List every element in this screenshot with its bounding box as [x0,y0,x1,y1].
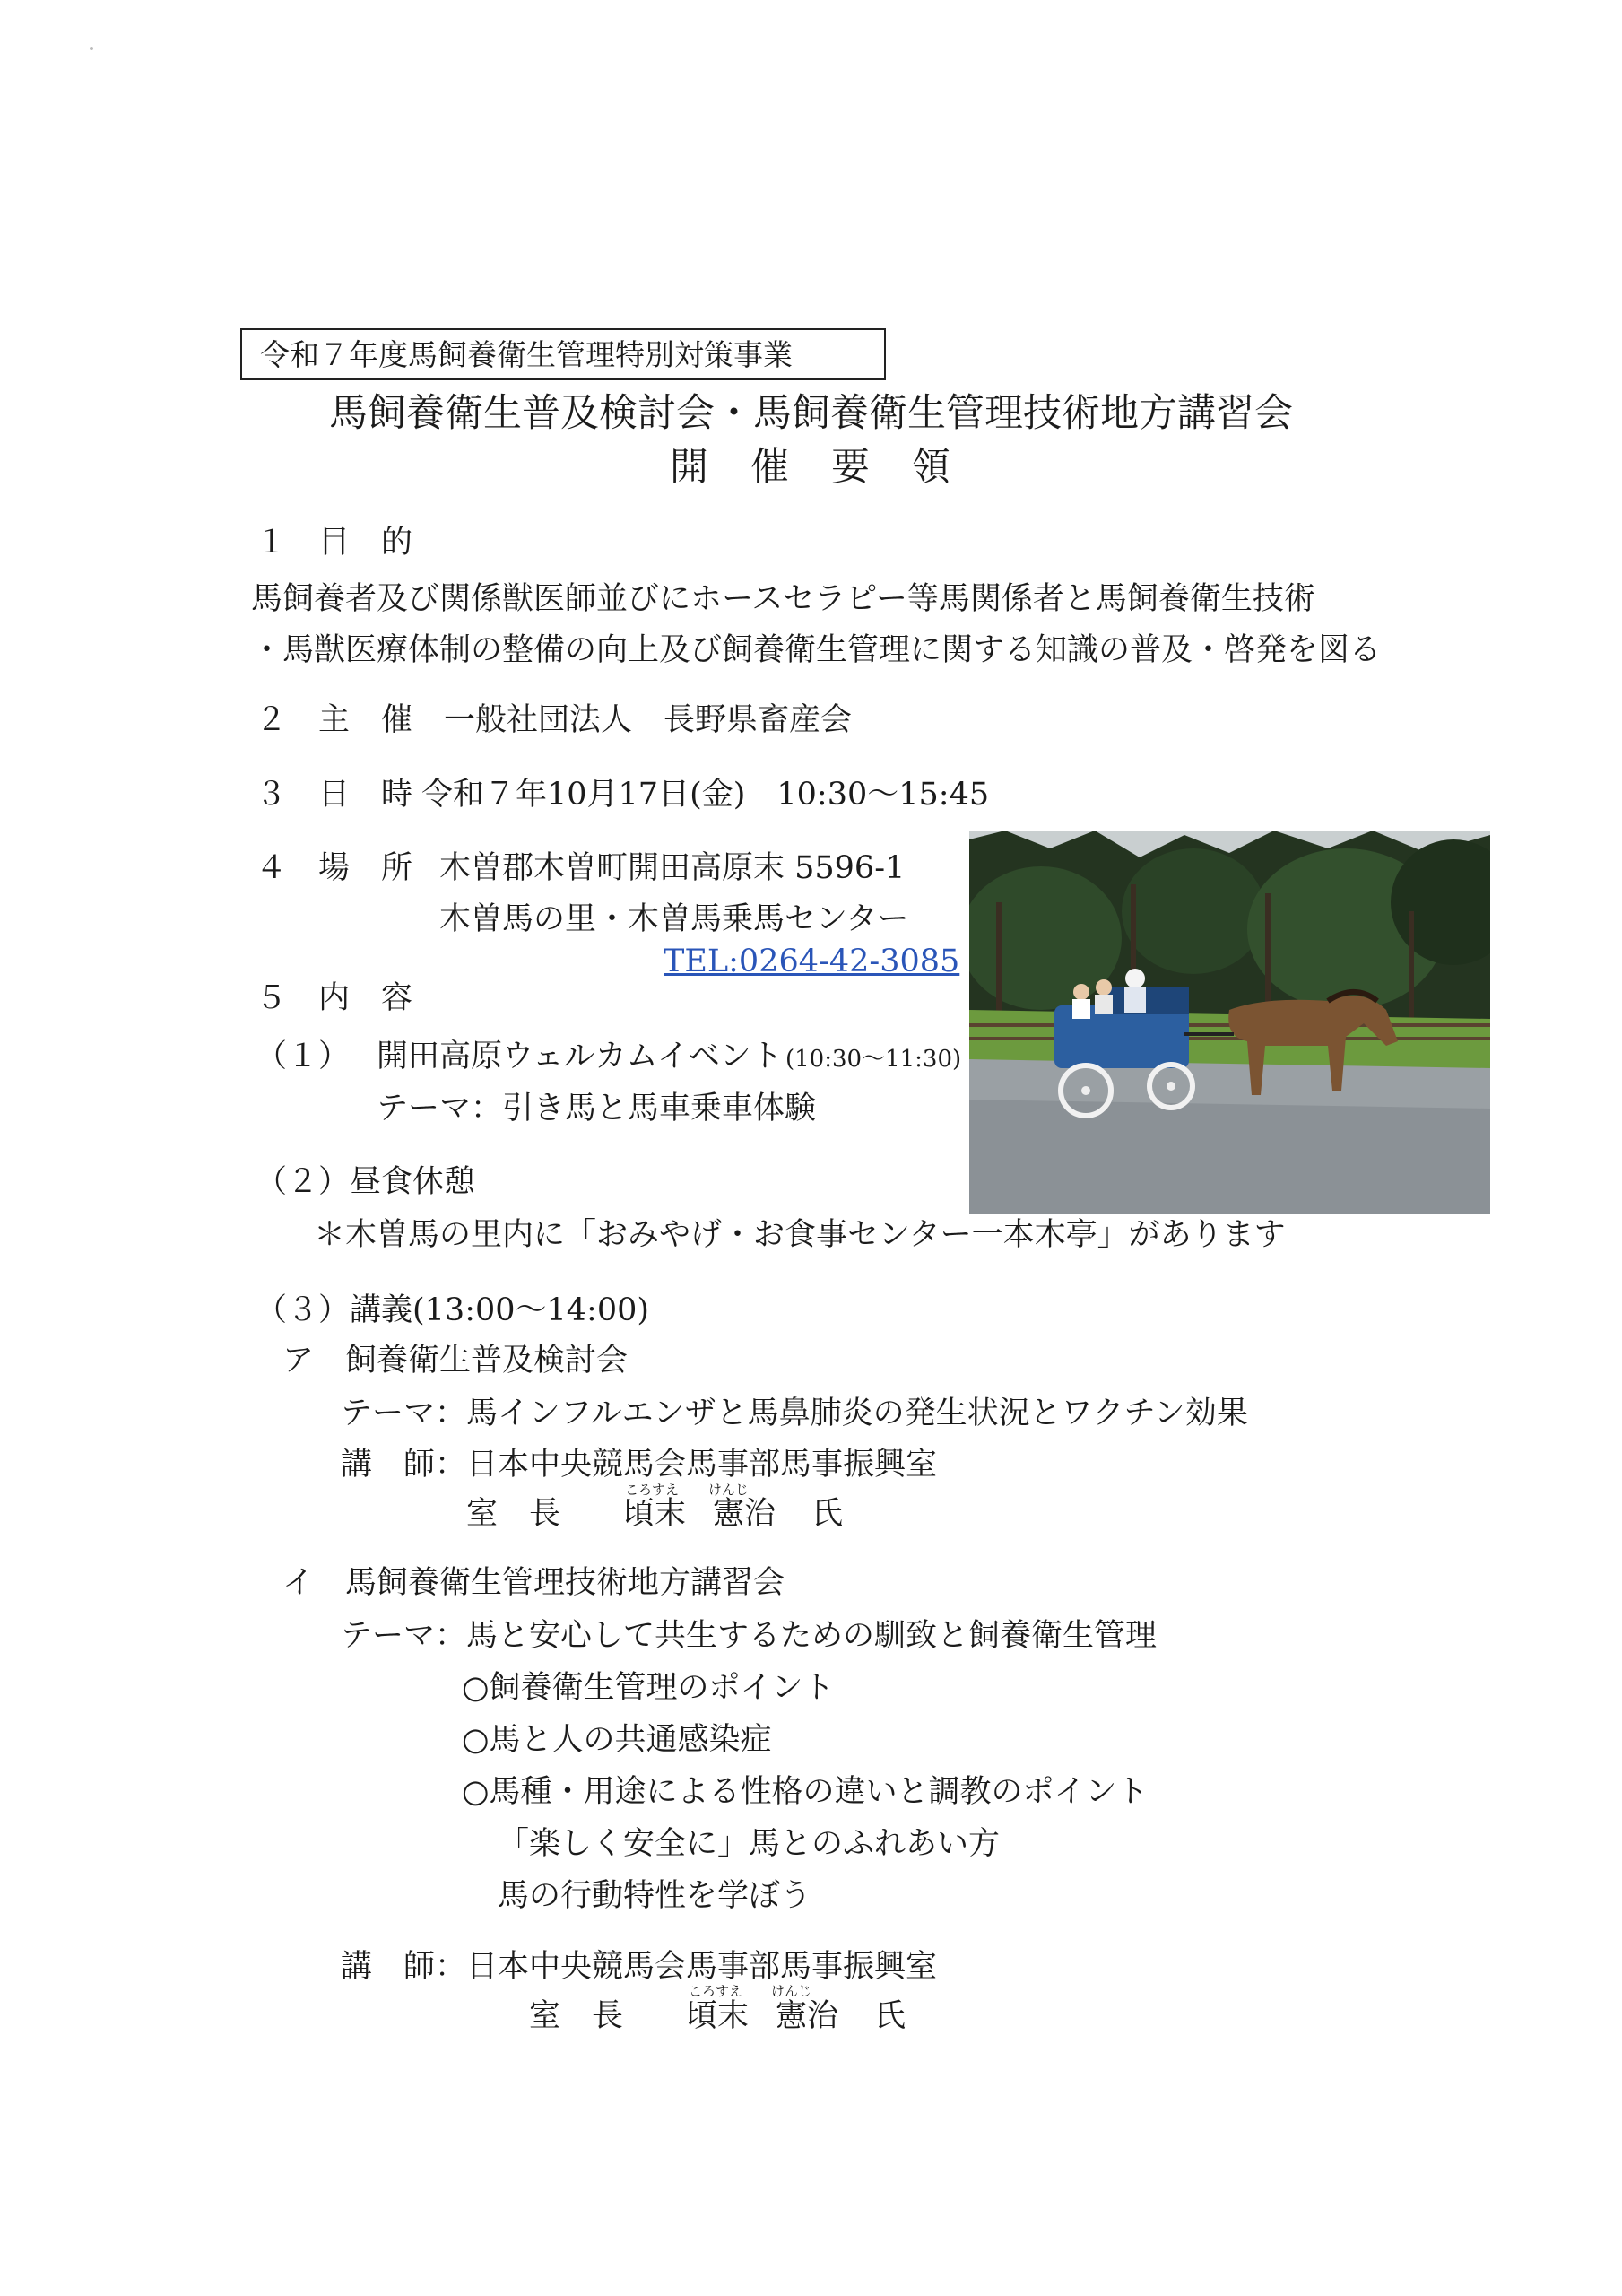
lecture-i-title: イ 馬飼養衛生管理技術地方講習会 [282,1565,785,1601]
lecture-a-given-name: 憲治 [713,1496,776,1532]
part3-title: （３）講義(13:00～14:00) [256,1292,650,1328]
section3-label: ３ 日 時 [256,777,413,813]
horse-carriage-illustration [969,831,1490,1214]
page-title: 馬飼養衛生普及検討会・馬飼養衛生管理技術地方講習会 [329,391,1293,436]
part1-time: (10:30～11:30) [785,1046,962,1073]
lecture-a-ruby-given: けんじ [708,1482,750,1498]
lecture-a-lecturer: 講 師：日本中央競馬会馬事部馬事振興室 [341,1447,938,1483]
horse-carriage-photo [969,831,1490,1214]
part1-theme: テーマ：引き馬と馬車乗車体験 [377,1091,817,1126]
section1-line1: 馬飼養者及び関係獣医師並びにホースセラピー等馬関係者と馬飼養衛生技術 [251,581,1315,617]
section4-label: ４ 場 所 [256,850,413,886]
lecture-a-honorific: 氏 [811,1496,844,1532]
lecture-a-theme: テーマ：馬インフルエンザと馬鼻肺炎の発生状況とワクチン効果 [341,1396,1248,1431]
lecture-i-lecturer: 講 師：日本中央競馬会馬事部馬事振興室 [341,1949,938,1985]
part2-title: （２）昼食休憩 [256,1164,476,1200]
page-subtitle: 開 催 要 領 [670,445,952,490]
header-box-text: 令和７年度馬飼養衛生管理特別対策事業 [260,337,793,372]
lecture-i-item1: ○飼養衛生管理のポイント [462,1670,835,1706]
lecture-i-surname: 頃末 [686,1998,750,2034]
lecture-i-ruby-surname: ころすえ [689,1983,743,1999]
lecture-i-item3-sub2: 馬の行動特性を学ぼう [498,1878,812,1914]
venue-name: 木曽馬の里・木曽馬乗馬センター [439,901,909,937]
lecture-i-theme: テーマ：馬と安心して共生するための馴致と飼養衛生管理 [341,1618,1158,1654]
section1-heading: １ 目 的 [256,525,413,561]
header-box [240,328,886,380]
part2-note: ＊木曽馬の里内に「おみやげ・お食事センター一本木亭」があります [314,1217,1286,1253]
lecture-i-item3-sub1: 「楽しく安全に」馬とのふれあい方 [498,1826,1001,1862]
lecture-a-title: ア 飼養衛生普及検討会 [282,1343,629,1378]
section5-heading: ５ 内 容 [256,980,413,1016]
lecture-i-item2: ○馬と人の共通感染症 [462,1722,772,1758]
lecture-i-position: 室 長 [529,1998,624,2034]
lecture-a-surname: 頃末 [623,1496,687,1532]
section3-datetime: 令和７年10月17日(金) 10:30～15:45 [421,777,990,813]
lecture-i-item3: ○馬種・用途による性格の違いと調教のポイント [462,1774,1149,1810]
lecture-a-position: 室 長 [466,1496,561,1532]
section2-organizer: ２ 主 催 一般社団法人 長野県畜産会 [256,702,853,738]
venue-address: 木曽郡木曽町開田高原末 5596-1 [439,850,906,886]
venue-tel-link[interactable]: TEL:0264-42-3085 [664,944,960,979]
part1-title: 開田高原ウェルカムイベント [377,1039,783,1074]
part1-number: （１） [256,1039,351,1074]
lecture-a-ruby-surname: ころすえ [625,1482,680,1498]
scan-speck [90,47,93,50]
lecture-i-ruby-given: けんじ [771,1983,812,1999]
section1-line2: ・馬獣医療体制の整備の向上及び飼養衛生管理に関する知識の普及・啓発を図る [251,632,1382,668]
lecture-i-honorific: 氏 [874,1998,906,2034]
lecture-i-given-name: 憲治 [776,1998,839,2034]
